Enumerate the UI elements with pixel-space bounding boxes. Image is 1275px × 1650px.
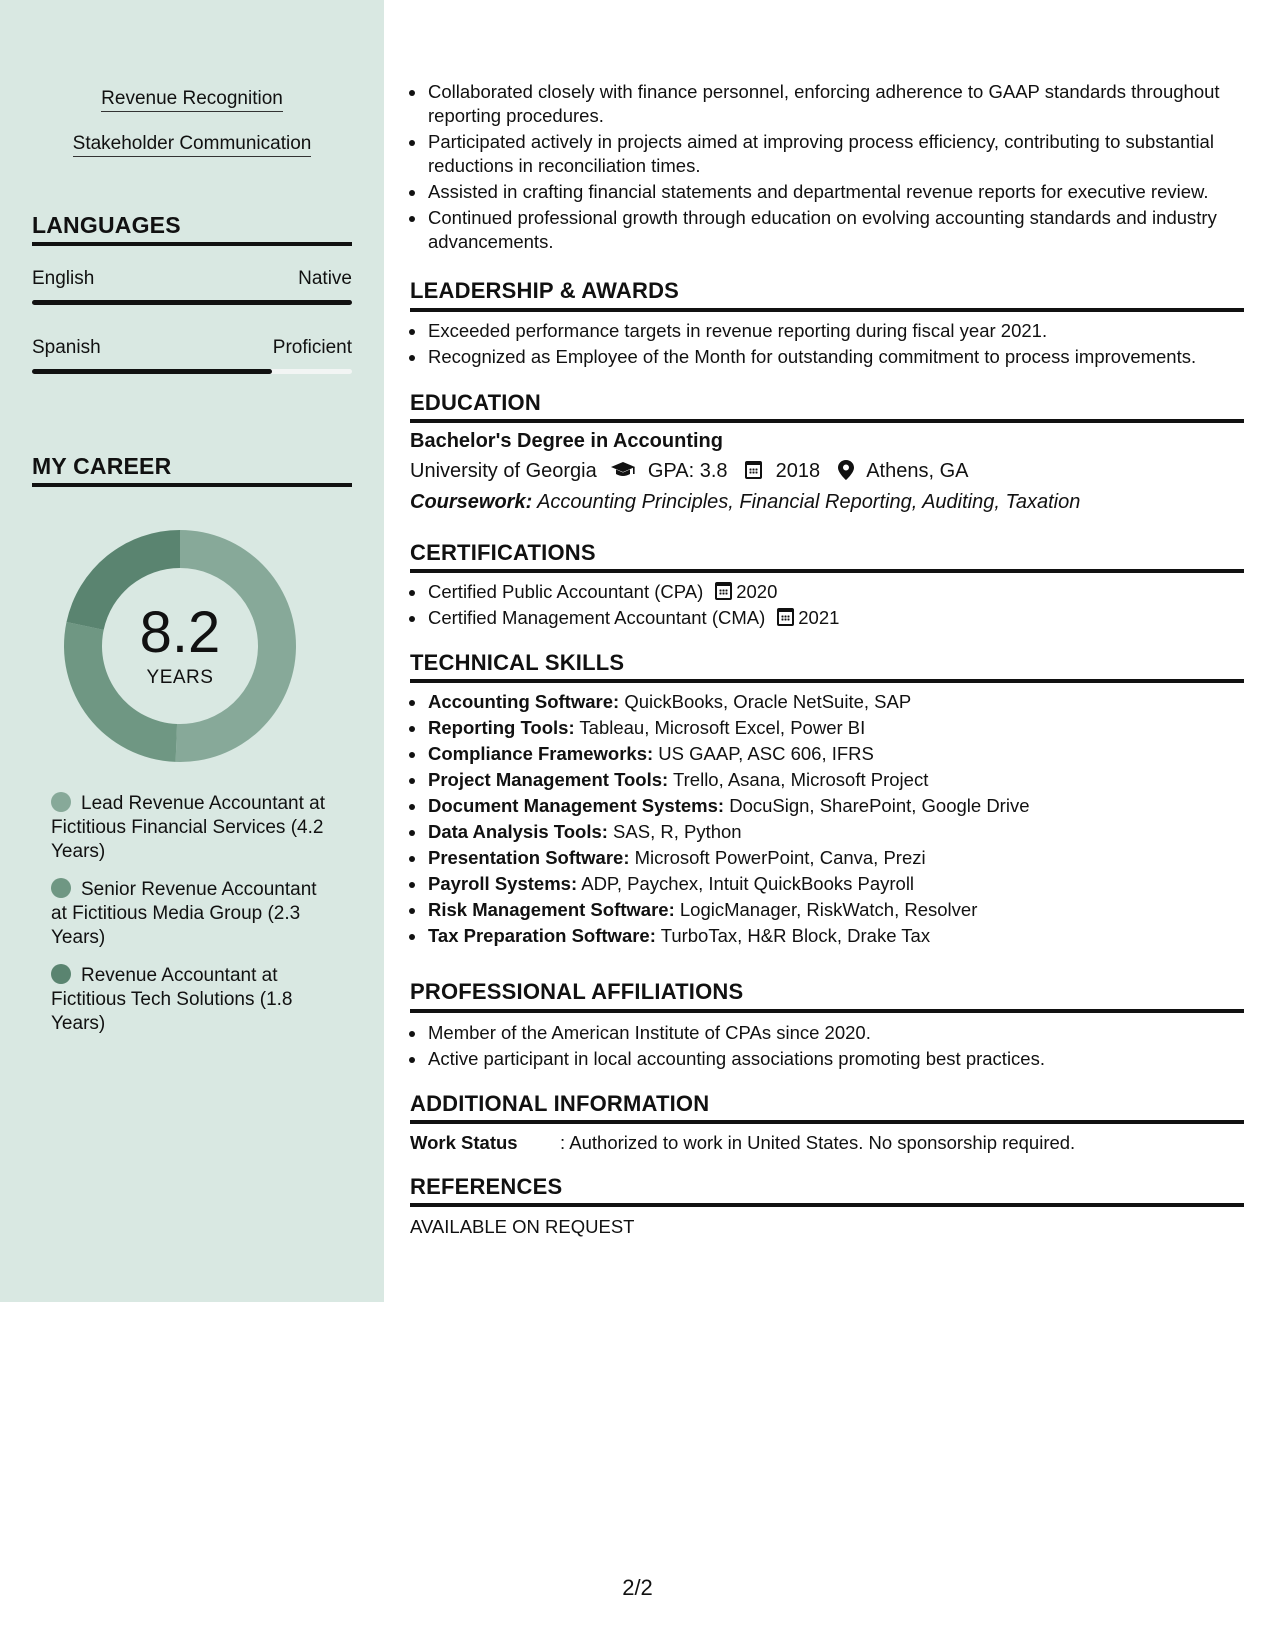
graduation-cap-icon	[610, 461, 636, 479]
education-location: Athens, GA	[866, 460, 969, 482]
language-bar-fill	[32, 369, 272, 374]
career-item: Senior Revenue Accountant at Fictitious Media Group (2.3 Years)	[51, 879, 317, 948]
calendar-icon	[745, 461, 762, 479]
coursework-label: Coursework:	[410, 491, 533, 513]
skill-tag: Stakeholder Communication	[0, 133, 384, 155]
section-rule	[410, 569, 1244, 573]
section-rule	[410, 1120, 1244, 1124]
list-item: Risk Management Software: LogicManager, RiskWatch, Resolver	[428, 898, 1244, 922]
work-status-value: : Authorized to work in United States. No sponsorship required.	[560, 1132, 1076, 1153]
career-legend-dot	[51, 878, 71, 898]
work-status	[410, 1132, 1244, 1154]
list-item: Tax Preparation Software: TurboTax, H&R Block, Drake Tax	[428, 924, 1244, 948]
degree: Bachelor's Degree in Accounting	[410, 430, 723, 452]
leadership-list	[428, 319, 1244, 371]
list-item: Document Management Systems: DocuSign, SharePoint, Google Drive	[428, 794, 1244, 818]
gpa: GPA: 3.8	[647, 460, 728, 482]
language-bar-spanish	[32, 369, 352, 374]
affiliations-heading: PROFESSIONAL AFFILIATIONS	[410, 979, 744, 1004]
section-rule	[410, 1203, 1244, 1207]
list-item: Accounting Software: QuickBooks, Oracle NetSuite, SAP	[428, 690, 1244, 714]
affiliations-list	[428, 1021, 1244, 1073]
technical-skills-heading: TECHNICAL SKILLS	[410, 650, 625, 675]
list-item: Project Management Tools: Trello, Asana, Microsoft Project	[428, 768, 1244, 792]
section-rule	[410, 419, 1244, 423]
language-bar-english	[32, 300, 352, 305]
coursework-list: Accounting Principles, Financial Reporting, Auditing, Taxation	[537, 491, 1081, 513]
additional-info-heading: ADDITIONAL INFORMATION	[410, 1091, 710, 1116]
calendar-icon	[777, 608, 794, 626]
school-name: University of Georgia	[410, 460, 597, 482]
career-unit: YEARS	[146, 667, 214, 688]
calendar-icon	[715, 582, 732, 600]
list-item: Continued professional growth through education on evolving accounting standards and industry advancements.	[428, 206, 1244, 254]
language-level: Proficient	[272, 337, 352, 358]
list-item: Recognized as Employee of the Month for outstanding commitment to process improvements.	[428, 345, 1244, 369]
education-heading: EDUCATION	[410, 390, 541, 415]
certifications-heading: CERTIFICATIONS	[410, 540, 596, 565]
list-item: Assisted in crafting financial statements and departmental revenue reports for executive review.	[428, 180, 1244, 204]
coursework	[410, 491, 1244, 514]
leadership-heading: LEADERSHIP & AWARDS	[410, 278, 680, 303]
list-item: Exceeded performance targets in revenue reporting during fiscal year 2021.	[428, 319, 1244, 343]
experience-bullets	[428, 80, 1244, 256]
career-total: 8.2	[139, 600, 221, 665]
career-rule	[32, 483, 352, 487]
references-heading: REFERENCES	[410, 1174, 563, 1199]
location-pin-icon	[838, 460, 854, 480]
list-item: Certified Public Accountant (CPA) 2020	[428, 580, 1244, 604]
language-level: Native	[298, 268, 352, 289]
languages-rule	[32, 242, 352, 246]
graduation-year: 2018	[775, 460, 821, 482]
section-rule	[410, 1009, 1244, 1013]
career-item: Lead Revenue Accountant at Fictitious Financial Services (4.2 Years)	[51, 793, 326, 862]
career-legend-dot	[51, 792, 71, 812]
career-item: Revenue Accountant at Fictitious Tech Solutions (1.8 Years)	[51, 965, 293, 1034]
education-details	[410, 460, 1244, 483]
languages-heading: LANGUAGES	[32, 212, 181, 238]
list-item: Payroll Systems: ADP, Paychex, Intuit QuickBooks Payroll	[428, 872, 1244, 896]
page-number: 2/2	[622, 1575, 653, 1600]
list-item: Reporting Tools: Tableau, Microsoft Excel, Power BI	[428, 716, 1244, 740]
list-item: Certified Management Accountant (CMA) 2021	[428, 606, 1244, 630]
technical-skills-list	[428, 690, 1244, 950]
list-item: Member of the American Institute of CPAs since 2020.	[428, 1021, 1244, 1045]
language-row-english	[32, 268, 352, 290]
section-rule	[410, 308, 1244, 312]
skill-tag: Revenue Recognition	[0, 88, 384, 110]
language-row-spanish	[32, 337, 352, 359]
work-status-label: Work Status	[410, 1132, 518, 1153]
references-text: AVAILABLE ON REQUEST	[410, 1216, 635, 1237]
list-item: Participated actively in projects aimed at improving process efficiency, contributing to substantial reductions in reconciliation times.	[428, 130, 1244, 178]
certifications-list	[428, 580, 1244, 632]
list-item: Data Analysis Tools: SAS, R, Python	[428, 820, 1244, 844]
career-legend-dot	[51, 964, 71, 984]
list-item: Active participant in local accounting associations promoting best practices.	[428, 1047, 1244, 1071]
list-item: Collaborated closely with finance personnel, enforcing adherence to GAAP standards throughout reporting procedures.	[428, 80, 1244, 128]
list-item: Presentation Software: Microsoft PowerPoint, Canva, Prezi	[428, 846, 1244, 870]
language-name: Spanish	[32, 337, 101, 358]
section-rule	[410, 679, 1244, 683]
career-heading: MY CAREER	[32, 453, 172, 479]
language-name: English	[32, 268, 95, 289]
language-bar-fill	[32, 300, 352, 305]
list-item: Compliance Frameworks: US GAAP, ASC 606, IFRS	[428, 742, 1244, 766]
